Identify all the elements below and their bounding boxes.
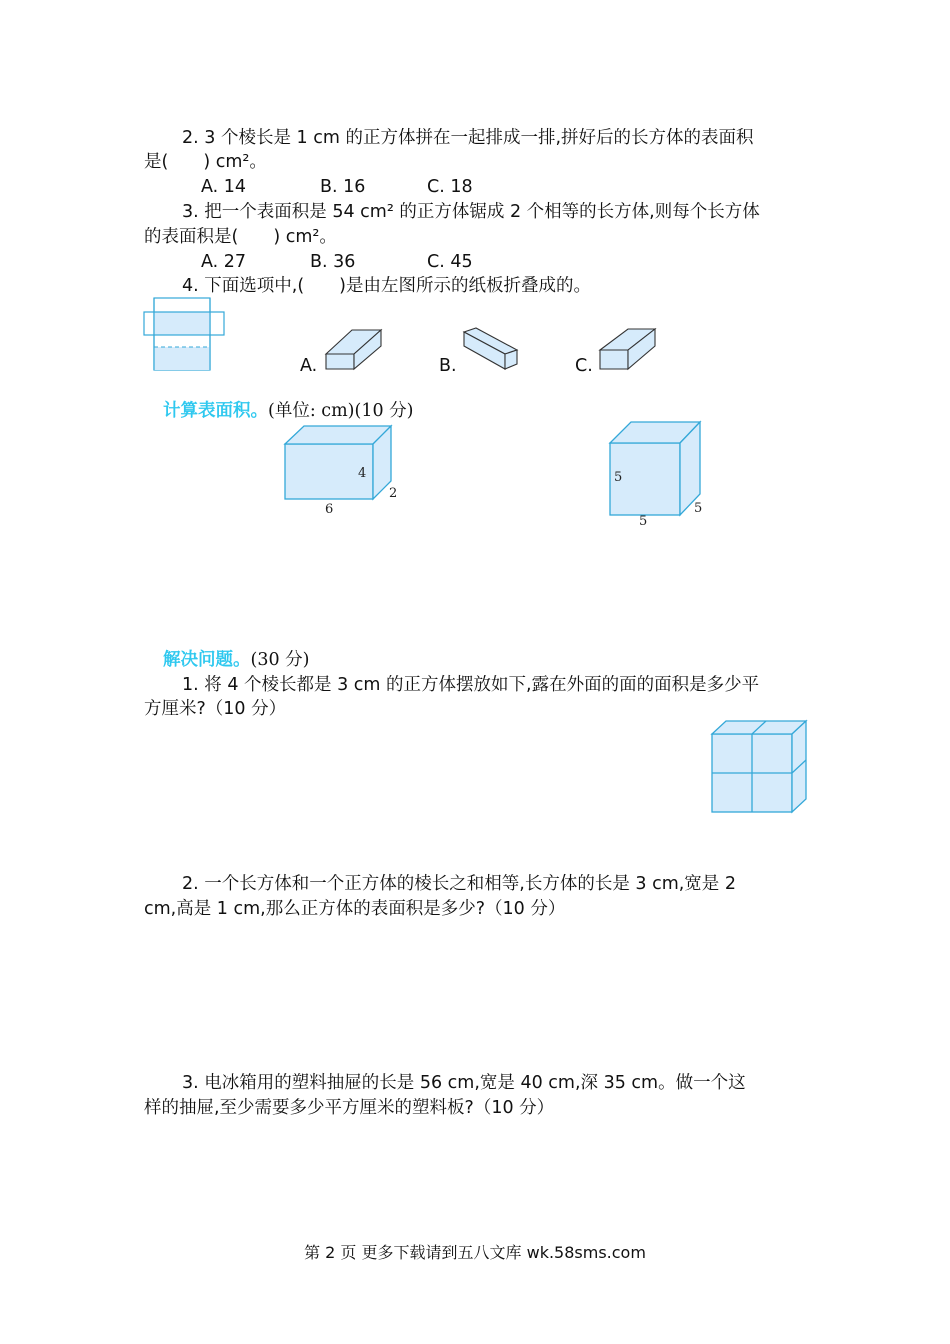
- problem1-line1: 1. 将 4 个棱长都是 3 cm 的正方体摆放如下,露在外面的面的面积是多少平: [182, 675, 760, 695]
- cuboid-height-label: 4: [358, 466, 367, 481]
- box-option-b: [462, 326, 520, 372]
- problems-section-heading: [163, 648, 310, 672]
- cuboid-length-label: 6: [325, 502, 334, 517]
- q3-option-b: B. 36: [310, 252, 356, 272]
- box-option-c: [598, 326, 658, 372]
- problem3-line2: 样的抽屉,至少需要多少平方厘米的塑料板?（10 分）: [144, 1098, 555, 1118]
- surface-heading-note: (单位: cm)(10 分): [268, 401, 414, 421]
- net-diagram: [142, 297, 226, 371]
- q4-option-c-label: C.: [575, 356, 593, 376]
- box-option-a: [324, 326, 384, 372]
- q2-option-c: C. 18: [427, 177, 473, 197]
- q2-option-b: B. 16: [320, 177, 366, 197]
- cube-figure: [609, 421, 703, 517]
- problems-heading-score: (30 分): [250, 650, 310, 670]
- problem1-line2: 方厘米?（10 分）: [144, 699, 287, 719]
- problem2-line2: cm,高是 1 cm,那么正方体的表面积是多少?（10 分）: [144, 899, 566, 919]
- surface-heading-text: 计算表面积。: [163, 401, 268, 421]
- q4-option-a-label: A.: [300, 356, 318, 376]
- q2-line2: 是( ) cm²。: [144, 152, 267, 172]
- cube-height-label: 5: [614, 470, 623, 485]
- four-cubes-figure: [711, 720, 809, 814]
- problem2-line1: 2. 一个长方体和一个正方体的棱长之和相等,长方体的长是 3 cm,宽是 2: [182, 874, 737, 894]
- cuboid-width-label: 2: [389, 486, 398, 501]
- page-footer: 第 2 页 更多下载请到五八文库 wk.58sms.com: [304, 1243, 646, 1262]
- problems-heading-text: 解决问题。: [163, 650, 251, 670]
- surface-section-heading: [163, 399, 414, 423]
- q2-option-a: A. 14: [201, 177, 247, 197]
- q3-option-a: A. 27: [201, 252, 247, 272]
- cube-width-label: 5: [694, 501, 703, 516]
- cuboid-figure: [284, 425, 394, 501]
- q3-option-c: C. 45: [427, 252, 473, 272]
- q4-line1: 4. 下面选项中,( )是由左图所示的纸板折叠成的。: [182, 276, 591, 296]
- q4-option-b-label: B.: [439, 356, 457, 376]
- q2-line1: 2. 3 个棱长是 1 cm 的正方体拼在一起排成一排,拼好后的长方体的表面积: [182, 128, 754, 148]
- q3-line1: 3. 把一个表面积是 54 cm² 的正方体锯成 2 个相等的长方体,则每个长方体: [182, 202, 760, 222]
- cube-length-label: 5: [639, 514, 648, 529]
- q3-line2: 的表面积是( ) cm²。: [144, 227, 337, 247]
- problem3-line1: 3. 电冰箱用的塑料抽屉的长是 56 cm,宽是 40 cm,深 35 cm。做一个这: [182, 1073, 746, 1093]
